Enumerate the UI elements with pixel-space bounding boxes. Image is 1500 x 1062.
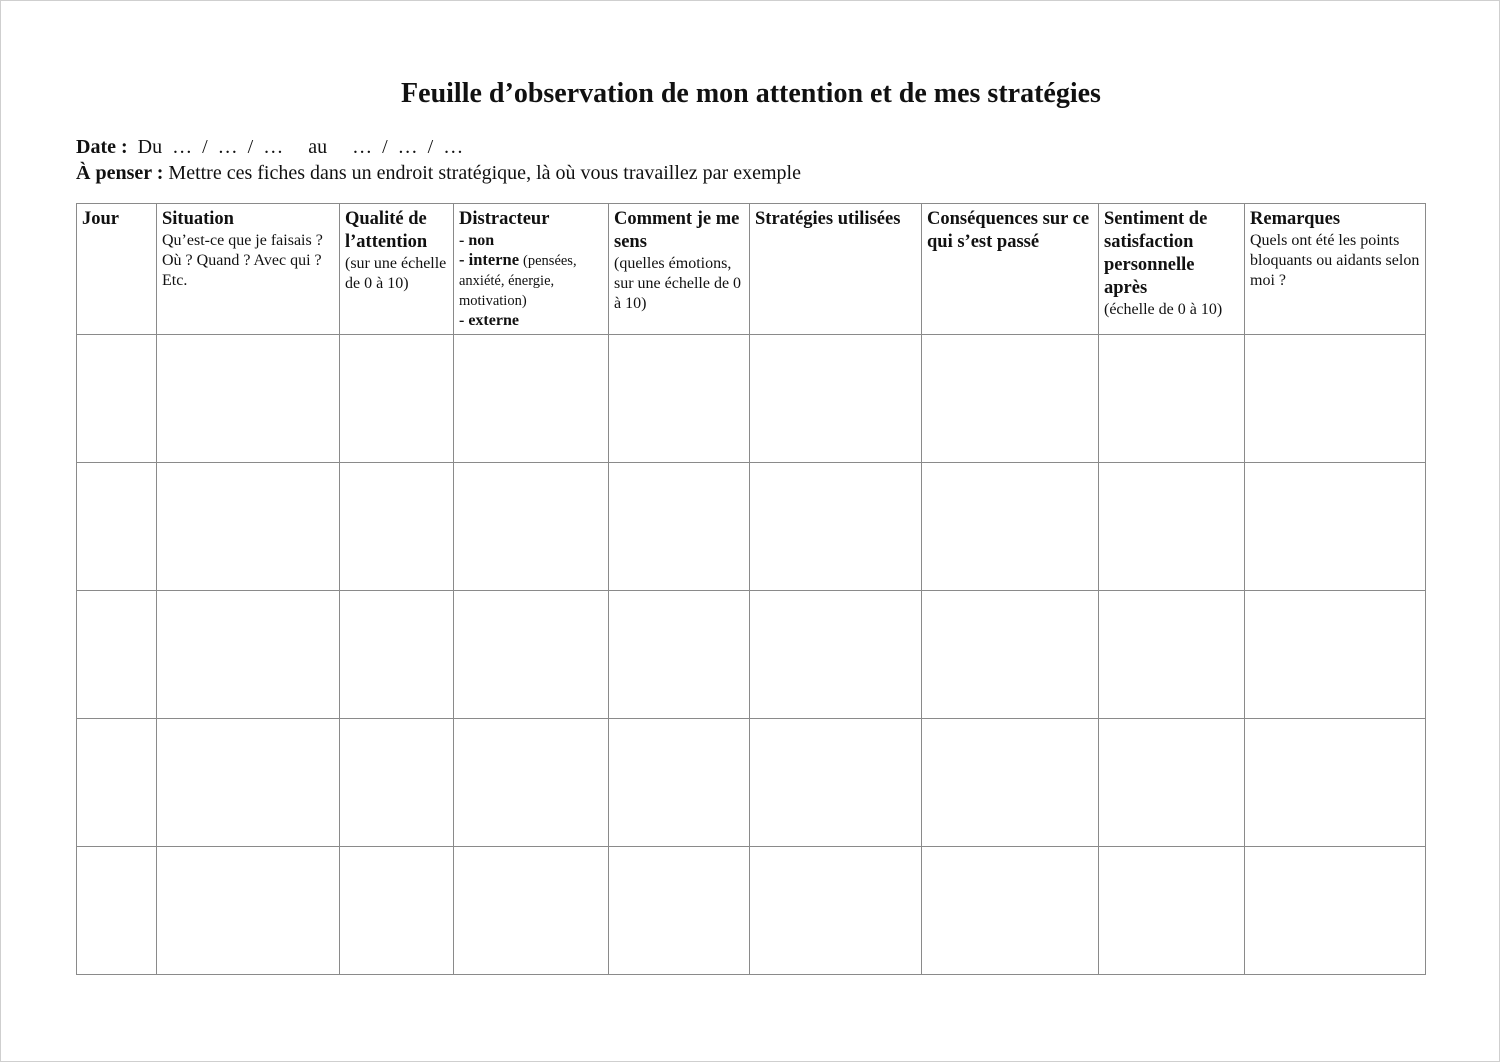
header-sentiment-sub: (échelle de 0 à 10) xyxy=(1104,301,1223,318)
cell-qualite[interactable] xyxy=(340,335,454,463)
header-jour xyxy=(77,204,157,335)
distracteur-interne-detail: (pensées, anxiété, énergie, motivation) xyxy=(459,253,577,309)
cell-remarques[interactable] xyxy=(1245,719,1426,847)
cell-sentiment[interactable] xyxy=(1099,463,1245,591)
cell-consequences[interactable] xyxy=(922,719,1099,847)
header-distracteur xyxy=(454,204,609,335)
cell-remarques[interactable] xyxy=(1245,847,1426,975)
cell-strategies[interactable] xyxy=(750,847,922,975)
header-remarques-sub: Quels ont été les points bloquants ou aidants selon moi ? xyxy=(1250,232,1420,289)
cell-qualite[interactable] xyxy=(340,719,454,847)
header-sentiment-title: Sentiment de satisfaction personnelle après xyxy=(1104,209,1208,298)
observation-table xyxy=(76,203,1426,975)
table-body xyxy=(77,335,1426,975)
cell-comment[interactable] xyxy=(609,335,750,463)
cell-strategies[interactable] xyxy=(750,591,922,719)
cell-situation[interactable] xyxy=(157,591,340,719)
cell-comment[interactable] xyxy=(609,719,750,847)
header-situation-sub: Qu’est-ce que je faisais ? Où ? Quand ? Avec qui ? Etc. xyxy=(162,232,323,289)
distracteur-option-interne: - interne xyxy=(459,250,520,269)
header-comment xyxy=(609,204,750,335)
date-line xyxy=(76,134,801,160)
cell-consequences[interactable] xyxy=(922,847,1099,975)
table-row xyxy=(77,463,1426,591)
cell-sentiment[interactable] xyxy=(1099,591,1245,719)
cell-comment[interactable] xyxy=(609,591,750,719)
header-strategies xyxy=(750,204,922,335)
cell-jour[interactable] xyxy=(77,463,157,591)
cell-distracteur[interactable] xyxy=(454,463,609,591)
reminder-label: À penser : xyxy=(76,162,164,184)
cell-distracteur[interactable] xyxy=(454,847,609,975)
cell-qualite[interactable] xyxy=(340,591,454,719)
table-row xyxy=(77,335,1426,463)
cell-consequences[interactable] xyxy=(922,463,1099,591)
header-sentiment xyxy=(1099,204,1245,335)
header-qualite-title: Qualité de l’attention xyxy=(345,209,428,252)
document-meta xyxy=(76,134,801,186)
cell-sentiment[interactable] xyxy=(1099,719,1245,847)
cell-remarques[interactable] xyxy=(1245,591,1426,719)
header-situation-title: Situation xyxy=(162,209,234,229)
cell-comment[interactable] xyxy=(609,463,750,591)
cell-strategies[interactable] xyxy=(750,719,922,847)
cell-situation[interactable] xyxy=(157,719,340,847)
cell-distracteur[interactable] xyxy=(454,591,609,719)
cell-remarques[interactable] xyxy=(1245,463,1426,591)
cell-situation[interactable] xyxy=(157,463,340,591)
cell-sentiment[interactable] xyxy=(1099,847,1245,975)
cell-situation[interactable] xyxy=(157,335,340,463)
date-range: Du … / … / … au … / … / … xyxy=(137,136,464,158)
header-comment-title: Comment je me sens xyxy=(614,209,740,252)
header-qualite xyxy=(340,204,454,335)
cell-strategies[interactable] xyxy=(750,463,922,591)
reminder-text: Mettre ces fiches dans un endroit stratégique, là où vous travaillez par exemple xyxy=(168,162,801,184)
cell-consequences[interactable] xyxy=(922,335,1099,463)
cell-sentiment[interactable] xyxy=(1099,335,1245,463)
cell-qualite[interactable] xyxy=(340,463,454,591)
cell-remarques[interactable] xyxy=(1245,335,1426,463)
cell-qualite[interactable] xyxy=(340,847,454,975)
header-consequences xyxy=(922,204,1099,335)
header-consequences-title: Conséquences sur ce qui s’est passé xyxy=(927,209,1090,252)
cell-jour[interactable] xyxy=(77,847,157,975)
cell-distracteur[interactable] xyxy=(454,335,609,463)
header-distracteur-title: Distracteur xyxy=(459,209,550,229)
table-row xyxy=(77,591,1426,719)
table-row xyxy=(77,847,1426,975)
header-situation xyxy=(157,204,340,335)
cell-jour[interactable] xyxy=(77,719,157,847)
header-row xyxy=(77,204,1426,335)
date-label: Date : xyxy=(76,136,128,158)
cell-comment[interactable] xyxy=(609,847,750,975)
distracteur-option-externe: - externe xyxy=(459,312,519,329)
cell-jour[interactable] xyxy=(77,335,157,463)
reminder-line xyxy=(76,160,801,186)
page-title: Feuille d’observation de mon attention et de mes stratégies xyxy=(401,78,1101,109)
cell-distracteur[interactable] xyxy=(454,719,609,847)
header-strategies-title: Stratégies utilisées xyxy=(755,209,901,229)
header-jour-title: Jour xyxy=(82,209,119,229)
cell-consequences[interactable] xyxy=(922,591,1099,719)
header-remarques xyxy=(1245,204,1426,335)
header-qualite-sub: (sur une échelle de 0 à 10) xyxy=(345,255,447,292)
header-remarques-title: Remarques xyxy=(1250,209,1341,229)
cell-strategies[interactable] xyxy=(750,335,922,463)
header-comment-sub: (quelles émotions, sur une échelle de 0 à 10) xyxy=(614,255,742,312)
cell-jour[interactable] xyxy=(77,591,157,719)
table-row xyxy=(77,719,1426,847)
distracteur-option-non: - non xyxy=(459,232,495,249)
cell-situation[interactable] xyxy=(157,847,340,975)
